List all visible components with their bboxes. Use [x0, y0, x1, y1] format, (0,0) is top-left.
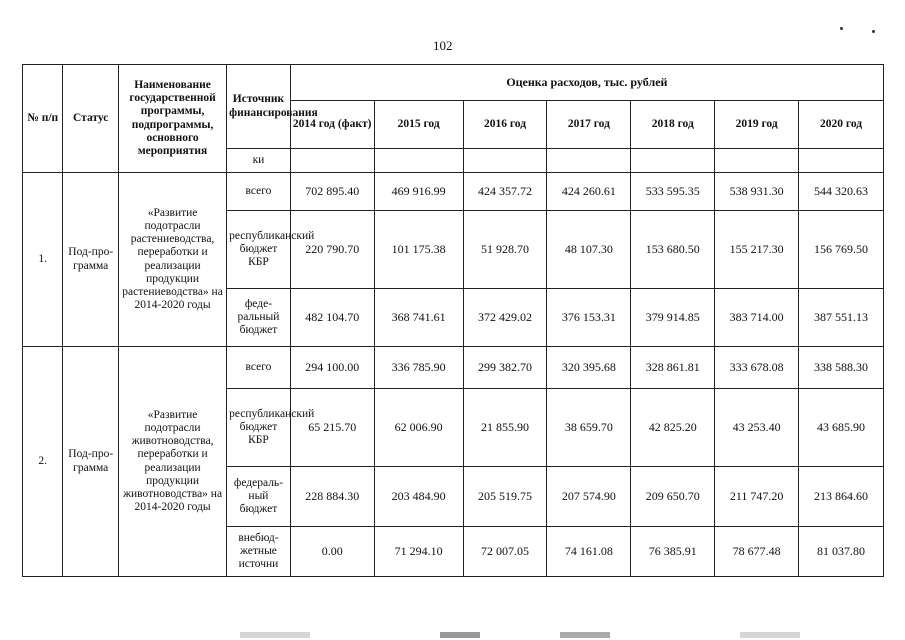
table-cell: 544 320.63	[799, 173, 884, 211]
table-cell: 368 741.61	[374, 289, 463, 347]
table-cell: 333 678.08	[715, 347, 799, 389]
table-cell: 203 484.90	[374, 467, 463, 527]
table-cell: 76 385.91	[631, 527, 715, 577]
table-cell: 38 659.70	[547, 389, 631, 467]
header-name: Наименование государственной программы, подпрограммы, основного мероприятия	[119, 65, 227, 173]
table-row-source: всего	[227, 173, 291, 211]
section-2-name: «Развитие подотрасли животноводства, переработки и реализации продукции животноводства» на 2014-2020 годы	[119, 347, 227, 577]
scan-dot	[872, 30, 875, 33]
table-cell: 78 677.48	[715, 527, 799, 577]
year-2014: 2014 год (факт)	[290, 101, 374, 149]
table-row-source: всего	[227, 347, 291, 389]
header-status: Статус	[63, 65, 119, 173]
header-costs: Оценка расходов, тыс. рублей	[290, 65, 883, 101]
header-no: № п/п	[23, 65, 63, 173]
budget-table	[22, 64, 884, 577]
table-cell: 205 519.75	[463, 467, 547, 527]
table-cell: 42 825.20	[631, 389, 715, 467]
scan-artifact	[560, 632, 610, 638]
table-row-source: республиканский бюджет КБР	[227, 389, 291, 467]
table-row-source: республиканский бюджет КБР	[227, 211, 291, 289]
table-cell: 62 006.90	[374, 389, 463, 467]
section-1-no: 1.	[23, 173, 63, 347]
table-cell: 538 931.30	[715, 173, 799, 211]
table-cell: 482 104.70	[290, 289, 374, 347]
table-cell: 372 429.02	[463, 289, 547, 347]
table-cell: 65 215.70	[290, 389, 374, 467]
year-2016: 2016 год	[463, 101, 547, 149]
table-cell: 207 574.90	[547, 467, 631, 527]
year-2017: 2017 год	[547, 101, 631, 149]
table-cell: 379 914.85	[631, 289, 715, 347]
table-row-source: федераль-ный бюджет	[227, 467, 291, 527]
table-cell: 220 790.70	[290, 211, 374, 289]
table-row-source: внебюд-жетные источни	[227, 527, 291, 577]
header-source: Источник финансирования	[227, 65, 291, 149]
page-number: 102	[433, 38, 453, 53]
table-cell: 155 217.30	[715, 211, 799, 289]
table-cell: 156 769.50	[799, 211, 884, 289]
table-cell: 72 007.05	[463, 527, 547, 577]
table-cell: 43 685.90	[799, 389, 884, 467]
table-cell: 294 100.00	[290, 347, 374, 389]
table-cell: 153 680.50	[631, 211, 715, 289]
table-cell: 43 253.40	[715, 389, 799, 467]
table-cell: 101 175.38	[374, 211, 463, 289]
table-cell: 0.00	[290, 527, 374, 577]
table-cell: 209 650.70	[631, 467, 715, 527]
table-cell: 320 395.68	[547, 347, 631, 389]
year-2020: 2020 год	[799, 101, 884, 149]
section-2-no: 2.	[23, 347, 63, 577]
table-cell: 328 861.81	[631, 347, 715, 389]
table-cell: 376 153.31	[547, 289, 631, 347]
table-cell: 213 864.60	[799, 467, 884, 527]
table-cell: 48 107.30	[547, 211, 631, 289]
table-cell: 533 595.35	[631, 173, 715, 211]
table-cell: 299 382.70	[463, 347, 547, 389]
table-cell: 387 551.13	[799, 289, 884, 347]
year-2015: 2015 год	[374, 101, 463, 149]
year-2019: 2019 год	[715, 101, 799, 149]
header-source-continued: ки	[227, 149, 291, 173]
scan-dot	[840, 27, 843, 30]
table-cell: 338 588.30	[799, 347, 884, 389]
table-cell: 71 294.10	[374, 527, 463, 577]
table-cell: 228 884.30	[290, 467, 374, 527]
table-cell: 424 260.61	[547, 173, 631, 211]
table-cell: 424 357.72	[463, 173, 547, 211]
table-cell: 21 855.90	[463, 389, 547, 467]
table-cell: 702 895.40	[290, 173, 374, 211]
section-1-status: Под-про-грамма	[63, 173, 119, 347]
scan-artifact	[740, 632, 800, 638]
table-cell: 51 928.70	[463, 211, 547, 289]
table-cell: 211 747.20	[715, 467, 799, 527]
year-2018: 2018 год	[631, 101, 715, 149]
table-cell: 383 714.00	[715, 289, 799, 347]
scan-artifact	[240, 632, 310, 638]
table-cell: 336 785.90	[374, 347, 463, 389]
scan-artifact	[440, 632, 480, 638]
table-row-source: феде-ральный бюджет	[227, 289, 291, 347]
table-cell: 469 916.99	[374, 173, 463, 211]
table-cell: 74 161.08	[547, 527, 631, 577]
section-2-status: Под-про-грамма	[63, 347, 119, 577]
table-cell: 81 037.80	[799, 527, 884, 577]
section-1-name: «Развитие подотрасли растениеводства, переработки и реализации продукции растениеводства» на 2014-2020 годы	[119, 173, 227, 347]
